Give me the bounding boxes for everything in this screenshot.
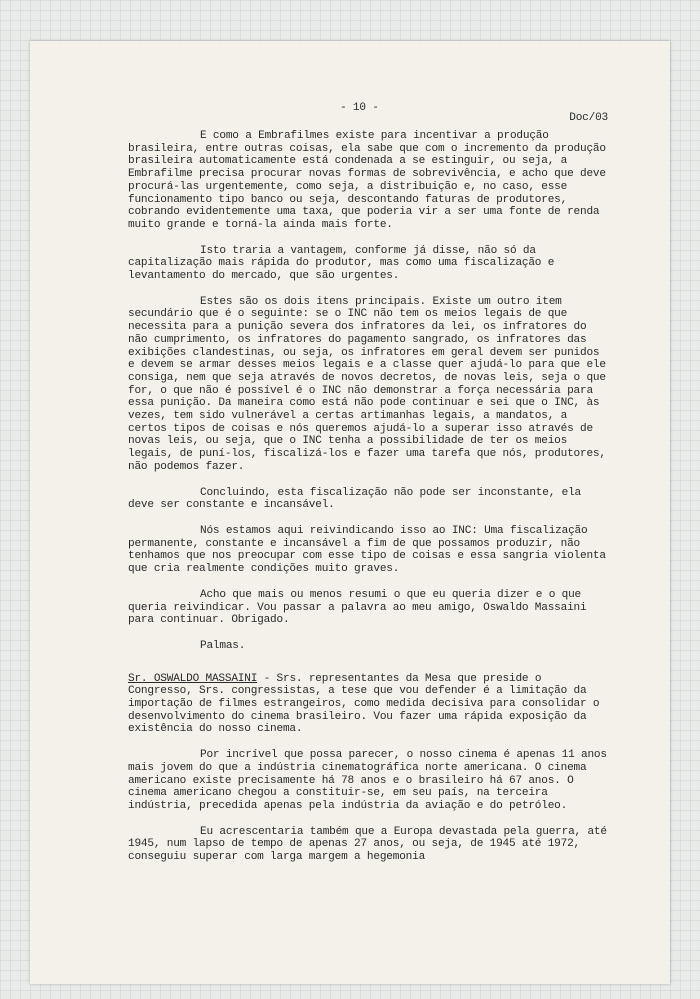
typewritten-document	[128, 102, 608, 877]
paragraph-embrafilme: E como a Embrafilmes existe para incentivar a produção brasileira, entre outras coisas, ela sabe que com o incremento da produção brasileira automaticamente está condenada a se estinguir, ou seja, a Embrafilme precisa procurar novas formas de sobrevivência, e acho que deve procurá-las urgentemente, como seja, a distribuição e, no caso, esse funcionamento tipo banco ou seja, descontando faturas de produtores, cobrando evidentemente uma taxa, que poderia vir a ser uma fonte de renda muito grande e torná-la ainda mais forte.	[128, 130, 606, 231]
paragraph-resumo: Acho que mais ou menos resumi o que eu queria dizer e o que queria reivindicar. Vou passar a palavra ao meu amigo, Oswaldo Massaini para continuar. Obrigado.	[128, 588, 587, 627]
paragraph-capitalizacao: Isto traria a vantagem, conforme já disse, não só da capitalização mais rápida do produtor, mas como uma fiscalização e levantamento do mercado, que são urgentes.	[128, 244, 555, 283]
page-number: - 10 -	[340, 102, 379, 114]
speaker-paragraph	[128, 673, 608, 737]
paragraph-itens: Estes são os dois itens principais. Existe um outro item secundário que é o seguinte: se o INC não tem os meios legais de que necessita para a punição severa dos infratores da lei, os infratores do não cumprimento, os infratores do pagamento sangrado, os infratores das exibições clandestinas, ou seja, os infratores em geral devem ser punidos e devem se armar desses meios legais e a classe quer ajudá-lo para que ele consiga, nem que seja através de novos decretos, de novas leis, seja o que for, o que não é possível é o INC não demonstrar a força necessária para essa punição. Da maneira como está não pode continuar e sei que o INC, às vezes, tem sido vulnerável a certas artimanhas legais, a mandatos, a certos tipos de coisas e nós queremos ajudá-lo a superar isso através de novas leis, ou seja, que o INC tenha a possibilidade de ter os meios legais, de puní-los, fiscalizá-los e fazer uma tarefa que nós, produtores, não podemos fazer.	[128, 295, 606, 473]
document-code: Doc/03	[569, 112, 608, 124]
page-header	[128, 102, 608, 124]
paragraph-reivindicando: Nós estamos aqui reivindicando isso ao INC: Uma fiscalização permanente, constante e incansável a fim de que possamos produzir, não tenhamos que nos preocupar com esse tipo de coisas e essa sangria violenta que cria realmente condições muito graves.	[128, 524, 606, 576]
paragraph-europa: Eu acrescentaria também que a Europa devastada pela guerra, até 1945, num lapso de tempo de apenas 27 anos, ou seja, de 1945 até 1972, conseguiu superar com larga margem a hegemonia	[128, 825, 607, 864]
paragraph-concluindo: Concluindo, esta fiscalização não pode ser inconstante, ela deve ser constante e incansável.	[128, 486, 581, 512]
speaker-text: - Srs. representantes da Mesa que preside o Congresso, Srs. congressistas, a tese que vou defender é a limitação da importação de filmes estrangeiros, como medida decisiva para consolidar o desenvolvimento do cinema brasileiro. Vou fazer uma rápida exposição da existência do nosso cinema.	[128, 672, 600, 736]
speaker-name: Sr. OSWALDO MASSAINI	[128, 672, 258, 685]
paragraph-cinema-historia: Por incrível que possa parecer, o nosso cinema é apenas 11 anos mais jovem do que a indústria cinematográfica norte americana. O cinema americano existe precisamente há 78 anos e o brasileiro há 67 anos. O cinema americano chegou a constituir-se, em seu país, na terceira indústria, precedida apenas pela indústria da aviação e do petróleo.	[128, 749, 607, 812]
applause-note: Palmas.	[200, 639, 246, 652]
